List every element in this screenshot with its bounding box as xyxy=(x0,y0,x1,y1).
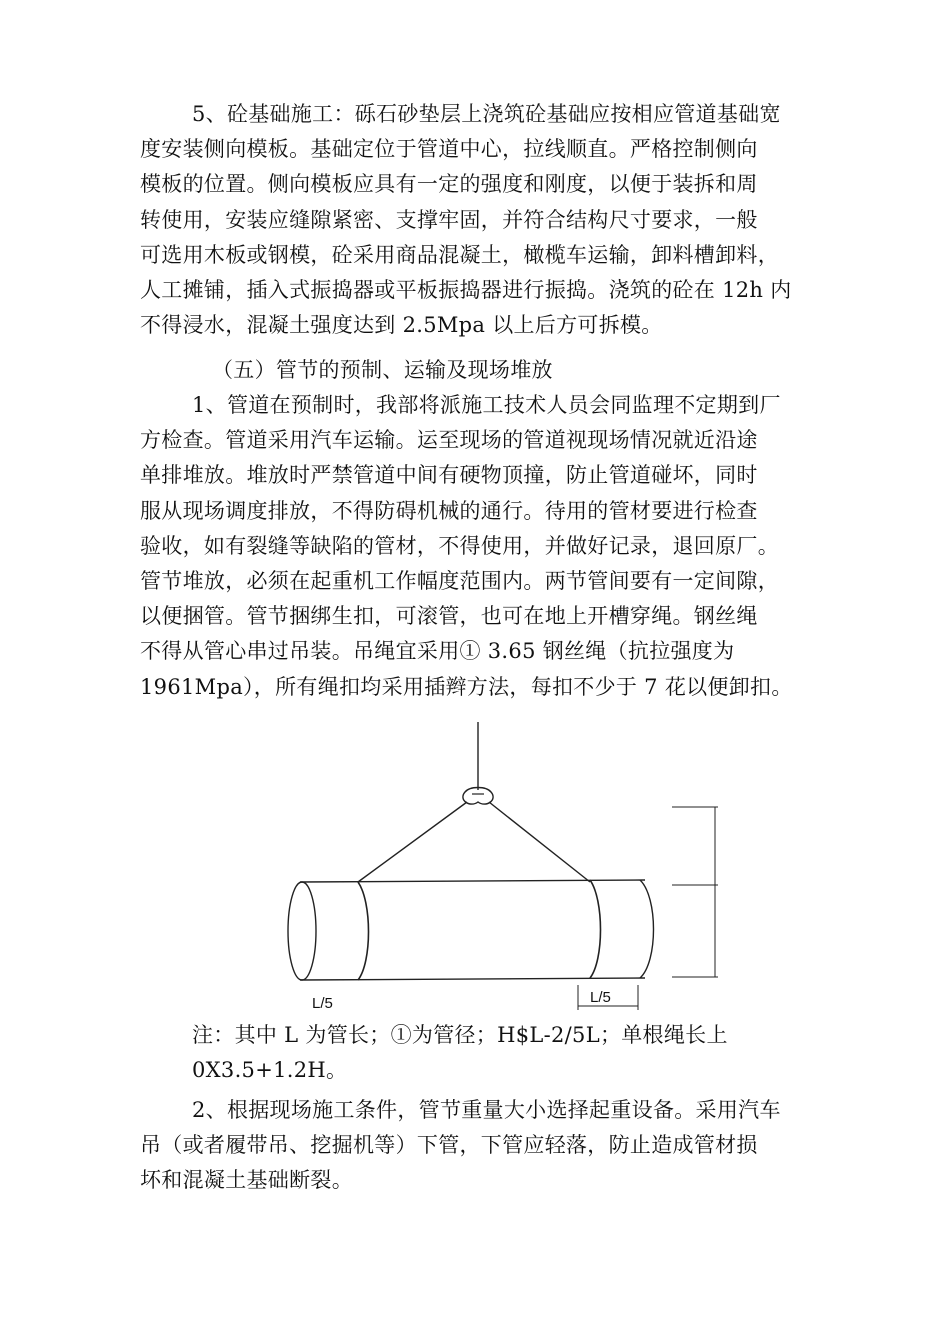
paragraph-line: 5、砼基础施工：砾石砂垫层上浇筑砼基础应按相应管道基础宽 xyxy=(192,102,781,126)
paragraph-concrete-foundation xyxy=(140,97,820,343)
paragraph-line: 1、管道在预制时，我部将派施工技术人员会同监理不定期到厂 xyxy=(192,393,781,417)
right-sling-rope xyxy=(489,802,590,882)
note-line: 注：其中 L 为管长；①为管径；H$L-2/5L；单根绳长上 xyxy=(192,1023,728,1047)
paragraph-line: 人工摊铺，插入式振捣器或平板振捣器进行振捣。浇筑的砼在 12h 内 xyxy=(140,277,792,302)
paragraph-line: 可选用木板或钢模，砼采用商品混凝土，橄榄车运输，卸料槽卸料， xyxy=(140,242,779,267)
paragraph-line: 不得从管心串过吊装。吊绳宜采用① 3.65 钢丝绳（抗拉强度为 xyxy=(140,639,735,664)
paragraph-line: 度安装侧向模板。基础定位于管道中心，拉线顺直。严格控制侧向 xyxy=(140,137,758,162)
pipe-bottom-edge xyxy=(300,978,645,980)
pipe-right-end xyxy=(640,880,654,978)
paragraph-lifting-equipment xyxy=(140,1093,820,1199)
pipe-lifting-diagram xyxy=(260,722,730,1022)
paragraph-line: 模板的位置。侧向模板应具有一定的强度和刚度，以便于装拆和周 xyxy=(140,172,758,197)
paragraph-line: 管节堆放，必须在起重机工作幅度范围内。两节管间要有一定间隙， xyxy=(140,568,779,593)
paragraph-line: 单排堆放。堆放时严禁管道中间有硬物顶撞，防止管道碰坏，同时 xyxy=(140,463,758,488)
paragraph-line: 服从现场调度排放，不得防碍机械的通行。待用的管材要进行检查 xyxy=(140,498,758,523)
note-line: 0X3.5+1.2H。 xyxy=(192,1058,348,1083)
paragraph-line: 方检查。管道采用汽车运输。运至现场的管道视现场情况就近沿途 xyxy=(140,428,758,453)
section-heading: （五）管节的预制、运输及现场堆放 xyxy=(212,358,553,382)
paragraph-line: 1961Mpa），所有绳扣均采用插辫方法，每扣不少于 7 花以便卸扣。 xyxy=(140,674,793,699)
paragraph-line: 吊（或者履带吊、挖掘机等）下管，下管应轻落，防止造成管材损 xyxy=(140,1133,758,1158)
label-left-l5: L/5 xyxy=(312,995,333,1012)
paragraph-line: 不得浸水，混凝土强度达到 2.5Mpa 以上后方可拆模。 xyxy=(140,313,663,338)
section-heading-block xyxy=(140,353,820,388)
paragraph-line: 以便捆管。管节捆绑生扣，可滚管，也可在地上开槽穿绳。钢丝绳 xyxy=(140,604,758,629)
left-sling-rope xyxy=(358,802,467,882)
left-sling-wrap xyxy=(358,882,369,980)
label-right-l5: L/5 xyxy=(590,989,611,1006)
diagram-note xyxy=(140,1018,820,1088)
pipe-left-end xyxy=(288,882,316,980)
paragraph-line: 2、根据现场施工条件，管节重量大小选择起重设备。采用汽车 xyxy=(192,1098,781,1122)
paragraph-line: 坏和混凝土基础断裂。 xyxy=(140,1168,353,1193)
paragraph-line: 转使用，安装应缝隙紧密、支撑牢固，并符合结构尺寸要求，一般 xyxy=(140,207,758,232)
paragraph-line: 验收，如有裂缝等缺陷的管材，不得使用，并做好记录，退回原厂。 xyxy=(140,533,779,558)
paragraph-pipe-prefab xyxy=(140,388,820,705)
pipe-top-edge xyxy=(300,880,645,882)
right-sling-wrap xyxy=(590,880,601,978)
